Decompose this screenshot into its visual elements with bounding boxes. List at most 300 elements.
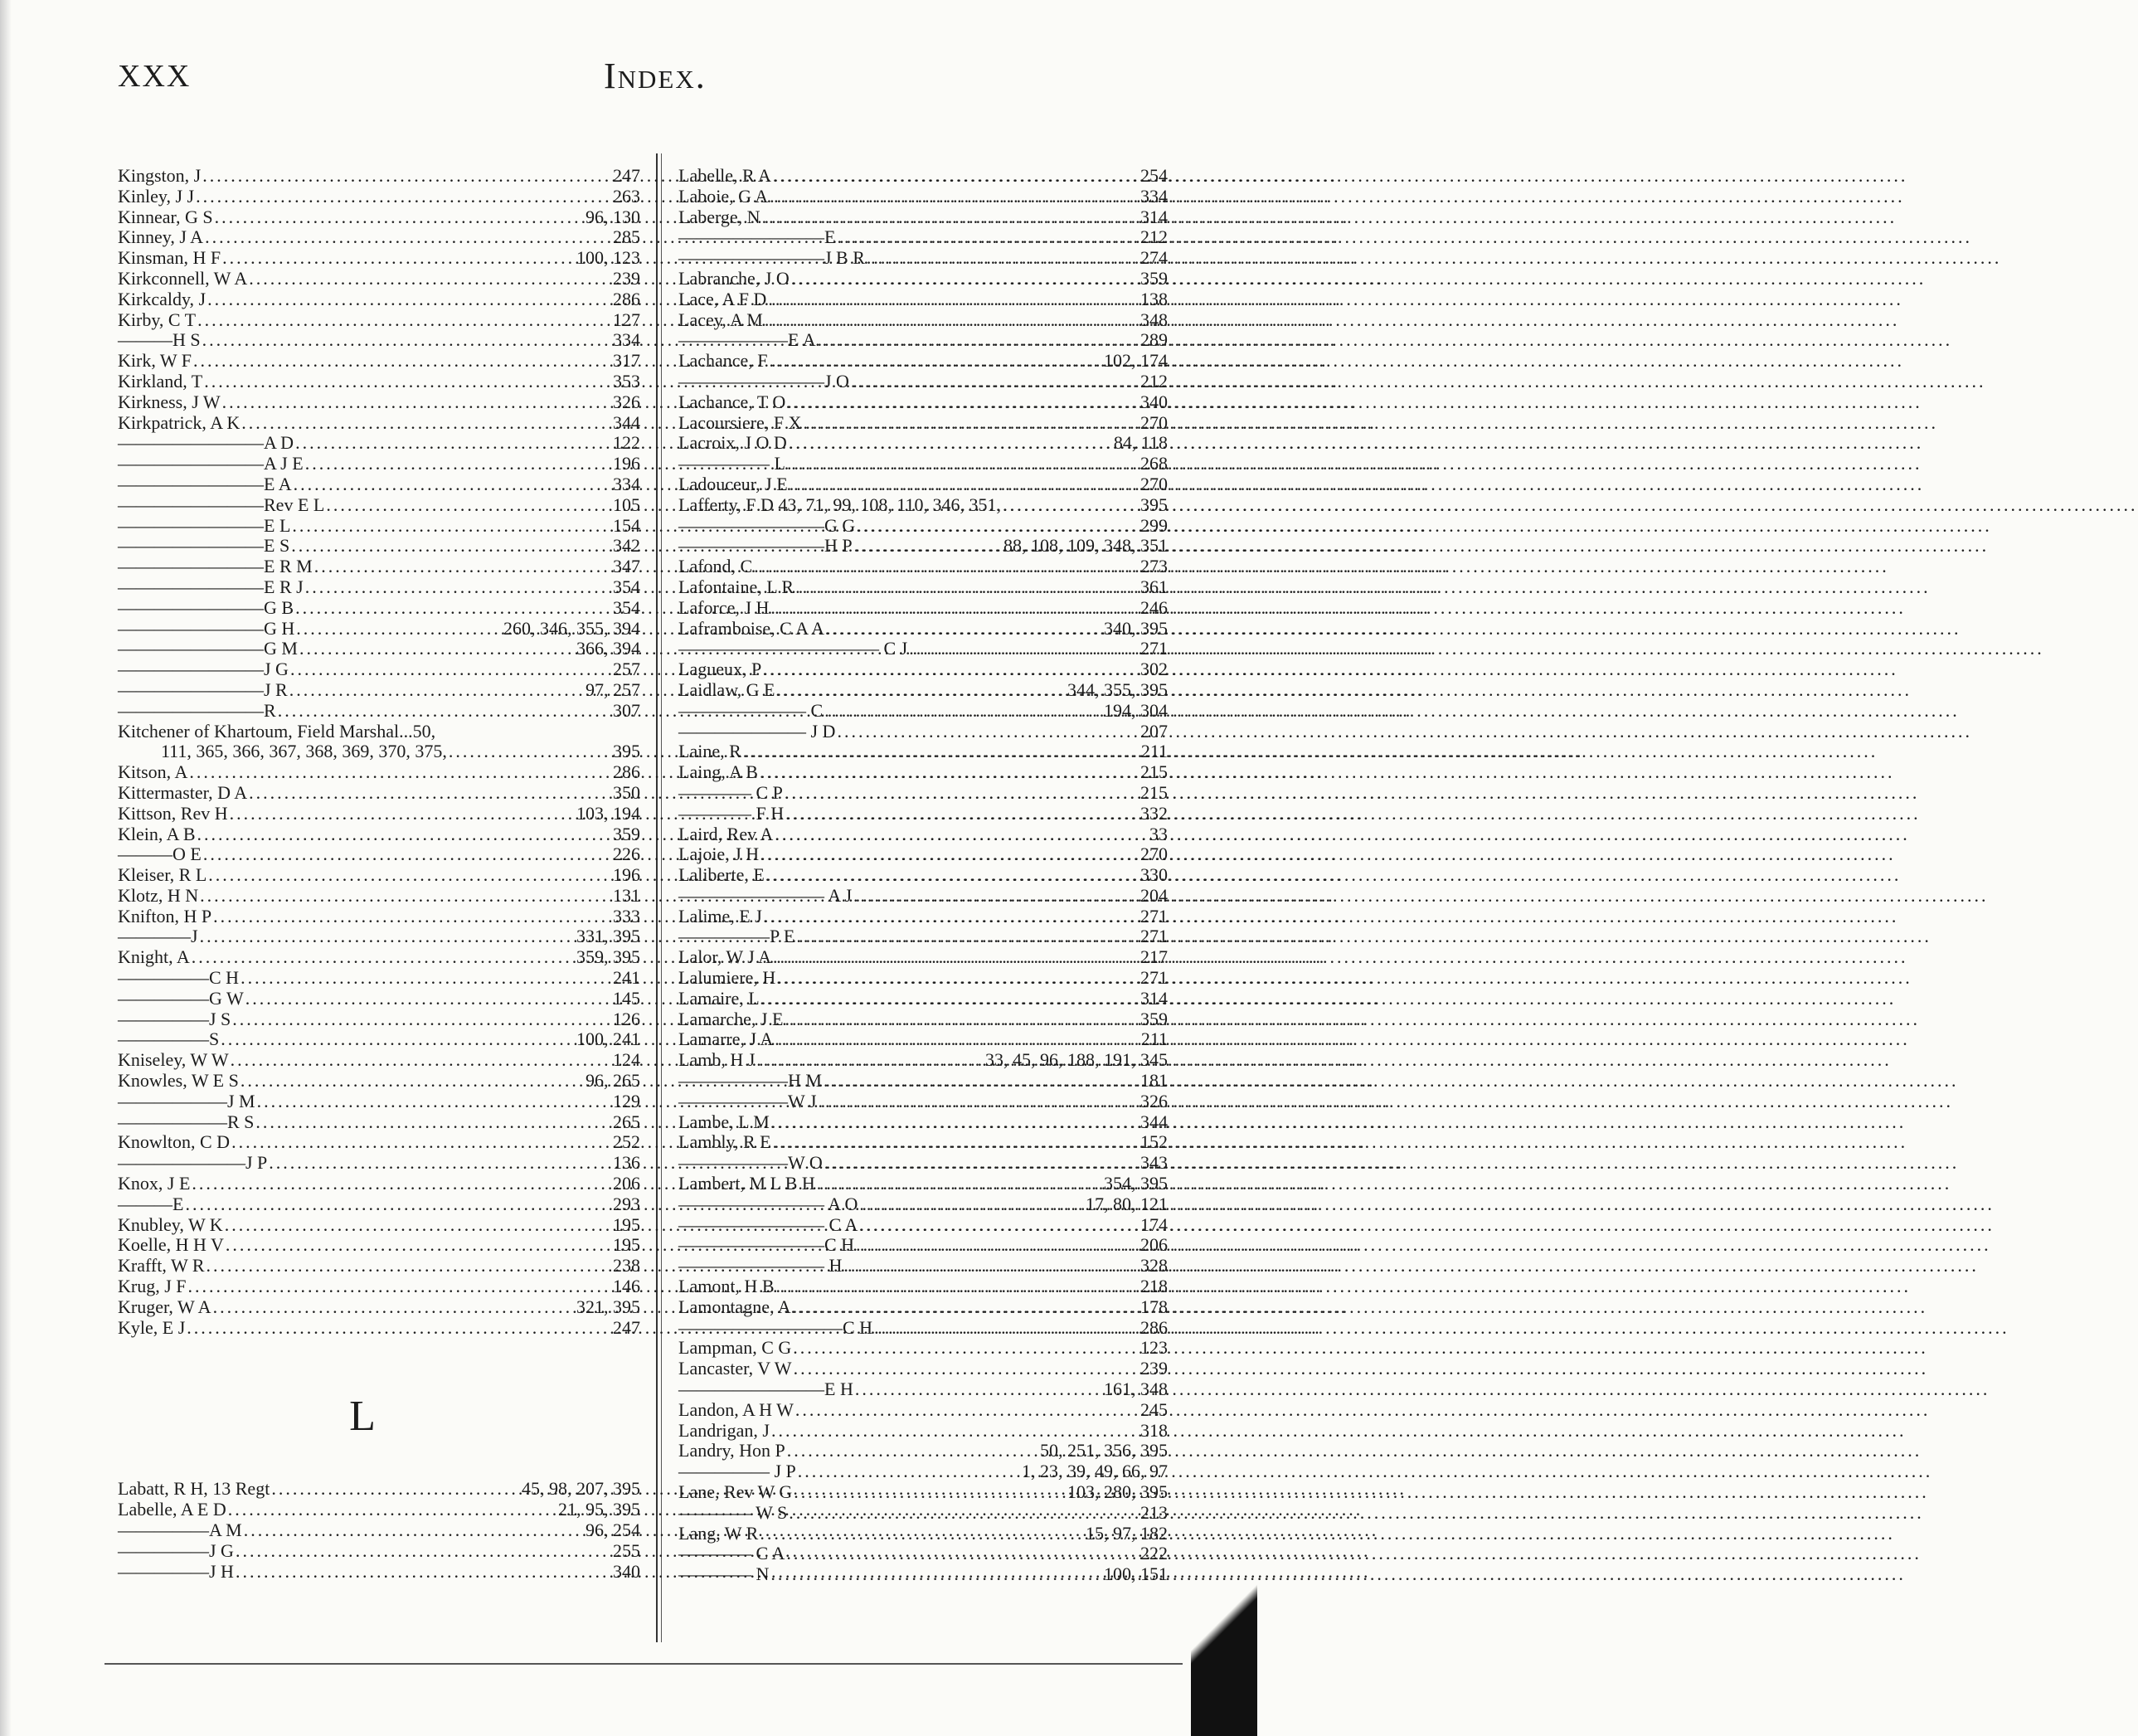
- entry-pages: 344, 355, 395: [1067, 678, 1168, 700]
- index-entry: [118, 1112, 640, 1133]
- index-entry: [678, 1379, 1168, 1400]
- entry-name: Lalumiere, H: [678, 967, 776, 989]
- entry-name: ————————Rev E L: [118, 494, 325, 515]
- dot-leader: [824, 701, 1102, 722]
- entry-pages: 206: [1140, 1234, 1168, 1256]
- index-entry: [118, 454, 640, 474]
- entry-name: ————————J O: [678, 370, 849, 391]
- entry-name: Laine, R: [678, 741, 741, 762]
- entry-pages: 342: [613, 535, 640, 557]
- index-entry: [118, 1153, 640, 1174]
- entry-pages: 222: [1140, 1543, 1168, 1564]
- index-entry: [118, 804, 640, 824]
- entry-pages: 105: [613, 494, 640, 515]
- index-entry: [678, 392, 1168, 413]
- entry-name: ————————E R M: [118, 556, 313, 577]
- entry-name: Kirkpatrick, A K: [118, 411, 241, 433]
- dot-leader: [289, 680, 584, 701]
- entry-pages: 102, 174: [1104, 350, 1168, 372]
- entry-name: Kinley, J J: [118, 185, 195, 207]
- entry-name: Klotz, H N: [118, 884, 199, 906]
- dot-leader: [773, 1132, 1123, 1153]
- entry-name: Lacoursiere, F X: [678, 411, 802, 433]
- entry-name: ————————A D: [118, 432, 294, 454]
- entry-name: Knowlton, C D: [118, 1131, 231, 1153]
- index-entry: [678, 1071, 1168, 1092]
- entry-name: ———E: [118, 1193, 184, 1214]
- entry-pages: 330: [1140, 864, 1168, 886]
- entry-pages: 174: [1140, 1213, 1168, 1235]
- entry-pages: 286: [613, 761, 640, 783]
- index-entry: [678, 1194, 1168, 1215]
- entry-name: ————————G M: [118, 638, 298, 659]
- entry-name: ———————J P: [118, 1152, 268, 1174]
- entry-pages: 96, 130: [586, 206, 640, 227]
- entry-name: Laframboise, C A A: [678, 617, 824, 639]
- dot-leader: [874, 1318, 1123, 1339]
- dot-leader: [851, 372, 1123, 392]
- dot-leader: [826, 619, 1102, 639]
- entry-name: Knox, J E: [118, 1173, 191, 1194]
- dot-leader: [222, 248, 575, 269]
- entry-pages: 340, 395: [1104, 617, 1168, 639]
- entry-name: ————————J G: [118, 659, 289, 680]
- dot-leader: [241, 413, 592, 434]
- dot-leader: [771, 1112, 1123, 1133]
- entry-pages: 270: [1140, 473, 1168, 494]
- dot-leader: [843, 1256, 1123, 1276]
- entry-pages: 285: [613, 226, 640, 248]
- entry-name: ——————W O: [678, 1152, 823, 1174]
- index-entry: [118, 1071, 640, 1092]
- index-entry: [678, 1276, 1168, 1297]
- index-entry: [118, 372, 640, 392]
- entry-pages: 129: [613, 1090, 640, 1111]
- index-entry: [678, 824, 1168, 845]
- entry-pages: 241: [613, 967, 640, 989]
- dot-leader: [854, 536, 1002, 557]
- index-entry: [118, 413, 640, 434]
- entry-name: Labranche, J O: [678, 267, 790, 289]
- entry-pages: 359, 395: [576, 946, 640, 968]
- entry-name: ————————R: [118, 699, 276, 721]
- index-entry: [678, 1359, 1168, 1379]
- entry-name: Lafferty, F D 43, 71, 99, 108, 110, 346, 351,: [678, 494, 1002, 515]
- index-entry: [678, 947, 1168, 968]
- index-entry: [678, 187, 1168, 207]
- dot-leader: [760, 844, 1123, 865]
- dot-leader: [795, 577, 1123, 598]
- index-entry: [678, 1564, 1168, 1585]
- dot-leader: [762, 207, 1123, 228]
- dot-leader: [768, 289, 1123, 310]
- index-entry: [678, 742, 1168, 762]
- entry-pages: 218: [1140, 1276, 1168, 1297]
- index-entry: [118, 351, 640, 372]
- entry-name: —————————C H: [678, 1316, 873, 1338]
- index-entry: [118, 269, 640, 289]
- entry-pages: 226: [613, 844, 640, 865]
- dot-leader: [853, 886, 1123, 907]
- dot-leader: [255, 1112, 592, 1133]
- dot-leader: [326, 495, 592, 516]
- entry-name: Lane, Rev W G: [678, 1481, 793, 1502]
- dot-leader: [756, 1050, 984, 1071]
- entry-pages: 252: [613, 1131, 640, 1153]
- entry-pages: 271: [1140, 967, 1168, 989]
- dot-leader: [770, 598, 1123, 619]
- entry-name: ———— C A: [678, 1543, 785, 1564]
- entry-name: ——————E A: [678, 329, 816, 351]
- dot-leader: [231, 1132, 592, 1153]
- index-entry: [118, 1297, 640, 1318]
- entry-name: ——————— J D: [678, 720, 836, 742]
- index-entry: [678, 474, 1168, 495]
- entry-pages: 195: [613, 1213, 640, 1235]
- index-entry: [118, 598, 640, 619]
- dot-leader: [296, 619, 502, 639]
- section-gap: [118, 1338, 640, 1354]
- entry-pages: 100, 123: [576, 247, 640, 269]
- entry-name: Klein, A B: [118, 823, 196, 844]
- entry-pages: 328: [1140, 1255, 1168, 1276]
- entry-pages: 152: [1140, 1131, 1168, 1153]
- entry-pages: 238: [613, 1255, 640, 1276]
- dot-leader: [205, 227, 592, 248]
- index-entry: [678, 1215, 1168, 1236]
- entry-name: ————J: [118, 926, 198, 947]
- dot-leader: [859, 1215, 1123, 1236]
- dot-leader: [818, 1092, 1123, 1112]
- entry-name: Lamb, H J: [678, 1049, 756, 1071]
- entry-pages: 211: [1140, 1028, 1168, 1050]
- index-entry: [118, 1479, 640, 1500]
- dot-leader: [295, 433, 592, 454]
- index-entry: [118, 947, 640, 968]
- index-entry: [678, 536, 1168, 557]
- entry-name: ————————C H: [678, 1234, 855, 1256]
- entry-pages: 307: [613, 699, 640, 721]
- entry-pages: 212: [1140, 370, 1168, 391]
- entry-pages: 340: [613, 1560, 640, 1582]
- entry-name: —————J G: [118, 1539, 234, 1561]
- dot-leader: [790, 474, 1123, 495]
- entry-pages: 361: [1140, 576, 1168, 597]
- index-entry: [118, 783, 640, 804]
- entry-name: Landrigan, J: [678, 1419, 770, 1441]
- entry-pages: 354, 395: [1104, 1173, 1168, 1194]
- entry-pages: 17, 80, 121: [1086, 1193, 1168, 1214]
- entry-name: Lang, W R: [678, 1522, 759, 1544]
- dot-leader: [796, 926, 1123, 947]
- index-entry: [118, 968, 640, 989]
- entry-name: ————————J B R: [678, 247, 865, 269]
- index-entry: [118, 1318, 640, 1339]
- index-entry: [678, 804, 1168, 824]
- index-entry: [118, 659, 640, 680]
- entry-pages: 359: [1140, 1008, 1168, 1029]
- dot-leader: [228, 1500, 556, 1520]
- dot-leader: [232, 1009, 592, 1030]
- index-entry: [118, 392, 640, 413]
- entry-name: ———————— A J: [678, 884, 853, 906]
- entry-name: Lamont, H B: [678, 1276, 775, 1297]
- entry-name: Ladouceur, J E: [678, 473, 788, 494]
- index-entry: [118, 1050, 640, 1071]
- index-entry: [678, 1400, 1168, 1421]
- dot-leader: [766, 865, 1123, 886]
- entry-pages: 239: [613, 267, 640, 289]
- index-entry: [118, 1174, 640, 1194]
- dot-leader: [773, 947, 1123, 968]
- entry-pages: 33, 45, 96, 188, 191, 345: [985, 1049, 1168, 1071]
- entry-pages: 211: [1140, 741, 1168, 762]
- entry-pages: 257: [613, 659, 640, 680]
- dot-leader: [818, 330, 1123, 351]
- entry-name: Lamarre, J A: [678, 1028, 774, 1050]
- dot-leader: [770, 187, 1123, 207]
- index-entry: [118, 1092, 640, 1112]
- entry-name: ————————E S: [118, 535, 290, 557]
- dot-leader: [305, 577, 592, 598]
- dot-leader: [200, 886, 592, 907]
- dot-leader: [765, 310, 1123, 331]
- index-entry: [678, 227, 1168, 248]
- dot-leader: [207, 289, 592, 310]
- index-entry: [678, 701, 1168, 722]
- index-entry: [118, 289, 640, 310]
- entry-pages: 299: [1140, 514, 1168, 536]
- index-entry: [678, 454, 1168, 474]
- index-entry: [678, 659, 1168, 680]
- entry-name: ————————G B: [118, 596, 294, 618]
- entry-name: Kirkness, J W: [118, 391, 221, 412]
- entry-pages: 247: [613, 1316, 640, 1338]
- index-entry: [118, 557, 640, 577]
- dot-leader: [241, 1071, 584, 1092]
- entry-pages: 343: [1140, 1152, 1168, 1174]
- dot-leader: [278, 701, 592, 722]
- entry-pages: 245: [1140, 1398, 1168, 1420]
- dot-leader: [789, 433, 1112, 454]
- dot-leader: [787, 392, 1123, 413]
- index-entry: [118, 1276, 640, 1297]
- index-entry: [678, 886, 1168, 907]
- dot-leader: [785, 783, 1123, 804]
- index-entry: [678, 516, 1168, 537]
- entry-pages: 271: [1140, 926, 1168, 947]
- entry-pages: 103, 280, 395: [1067, 1481, 1168, 1502]
- index-entry: [118, 433, 640, 454]
- dot-leader: [794, 1482, 1066, 1503]
- entry-pages: 340: [1140, 391, 1168, 412]
- index-entry: [118, 248, 640, 269]
- entry-name: Krafft, W R: [118, 1255, 205, 1276]
- entry-name: Koelle, H H V: [118, 1234, 224, 1256]
- entry-name: ———O E: [118, 844, 202, 865]
- entry-pages: 195: [613, 1234, 640, 1256]
- entry-pages: 136: [613, 1152, 640, 1174]
- entry-name: Kinney, J A: [118, 226, 204, 248]
- entry-pages: 353: [613, 370, 640, 391]
- index-entry: [678, 166, 1168, 187]
- dot-leader: [787, 1441, 1038, 1461]
- entry-name: Lamarche, J E: [678, 1008, 784, 1029]
- index-entry: [118, 495, 640, 516]
- entry-name: Laidlaw, G E: [678, 678, 775, 700]
- entry-name: ———— W S: [678, 1501, 788, 1523]
- entry-pages: 50, 251, 356, 395: [1040, 1440, 1168, 1461]
- index-entry: [678, 248, 1168, 269]
- dot-leader: [785, 804, 1123, 824]
- dot-leader: [187, 1318, 592, 1339]
- entry-name: ——————R S: [118, 1111, 255, 1132]
- entry-name: Lambly, R E: [678, 1131, 771, 1153]
- dot-leader: [225, 1215, 592, 1236]
- entry-pages: 395: [613, 741, 640, 762]
- index-entry: [118, 926, 640, 947]
- index-entry: [118, 701, 640, 722]
- entry-pages: 317: [613, 350, 640, 372]
- entry-name: Kinnear, G S: [118, 206, 213, 227]
- entry-pages: 196: [613, 453, 640, 474]
- dot-leader: [1003, 495, 1123, 516]
- index-entry: [678, 762, 1168, 783]
- entry-pages: 145: [613, 987, 640, 1009]
- entry-name: Lampman, C G: [678, 1337, 792, 1359]
- entry-pages: 146: [613, 1276, 640, 1297]
- entry-pages: 161, 348: [1104, 1379, 1168, 1400]
- dot-leader: [449, 742, 592, 762]
- dot-leader: [294, 474, 592, 495]
- entry-name: —————G W: [118, 987, 244, 1009]
- entry-pages: 286: [613, 288, 640, 309]
- dot-leader: [236, 1562, 592, 1583]
- entry-pages: 122: [613, 432, 640, 454]
- index-entry: [678, 619, 1168, 639]
- dot-leader: [795, 1400, 1123, 1421]
- entry-pages: 207: [1140, 720, 1168, 742]
- dot-leader: [824, 1153, 1123, 1174]
- entry-pages: 194, 304: [1104, 699, 1168, 721]
- entry-name: ——————J M: [118, 1090, 255, 1111]
- entry-pages: 84, 118: [1113, 432, 1168, 454]
- index-entry: [118, 824, 640, 845]
- entry-name: ——————————— C J: [678, 638, 908, 659]
- entry-pages: 138: [1140, 288, 1168, 309]
- dot-leader: [909, 639, 1123, 659]
- entry-pages: 206: [613, 1173, 640, 1194]
- index-entry: [678, 639, 1168, 659]
- page-curl-shadow: [1191, 1526, 1257, 1736]
- entry-pages: 215: [1140, 761, 1168, 783]
- dot-leader: [202, 166, 592, 187]
- dot-leader: [776, 680, 1066, 701]
- index-entry: [678, 557, 1168, 577]
- entry-name: Kyle, E J: [118, 1316, 186, 1338]
- dot-leader: [794, 1359, 1123, 1379]
- index-entry: [118, 989, 640, 1009]
- dot-leader: [793, 1338, 1123, 1359]
- dot-leader: [776, 1276, 1124, 1297]
- dot-leader: [837, 227, 1123, 248]
- dot-leader: [299, 639, 575, 659]
- entry-name: Lafond, C: [678, 556, 753, 577]
- entry-name: Lalime, E J: [678, 905, 762, 926]
- entry-pages: 265: [613, 1111, 640, 1132]
- index-column-right: [678, 166, 1168, 1585]
- index-entry: [118, 1562, 640, 1583]
- entry-name: Kingston, J: [118, 165, 202, 186]
- dot-leader: [241, 968, 592, 989]
- index-entry: [678, 1132, 1168, 1153]
- entry-pages: 126: [613, 1008, 640, 1029]
- entry-pages: 274: [1140, 247, 1168, 269]
- entry-name: —————C H: [118, 967, 240, 989]
- entry-name: Laforce, J H: [678, 596, 770, 618]
- entry-name: ——————W J: [678, 1090, 817, 1111]
- index-entry: [678, 413, 1168, 434]
- dot-leader: [257, 1092, 592, 1112]
- index-column-left: [118, 166, 640, 1582]
- entry-pages: 96, 265: [586, 1070, 640, 1092]
- index-entry: [678, 1009, 1168, 1030]
- entry-pages: 334: [613, 329, 640, 351]
- dot-leader: [236, 1541, 592, 1562]
- entry-name: Labelle, R A: [678, 165, 771, 186]
- entry-pages: 246: [1140, 596, 1168, 618]
- dot-leader: [197, 310, 592, 331]
- entry-pages: 270: [1140, 844, 1168, 865]
- dot-leader: [824, 1071, 1123, 1092]
- index-entry: [118, 1009, 640, 1030]
- dot-leader: [773, 166, 1123, 187]
- index-entry: [118, 886, 640, 907]
- dot-leader: [859, 1194, 1084, 1215]
- entry-pages: 395: [1140, 494, 1168, 515]
- dot-leader: [798, 1461, 1020, 1482]
- entry-pages: 21, 95, 395: [558, 1499, 640, 1520]
- entry-pages: 326: [613, 391, 640, 412]
- entry-name: —————J S: [118, 1008, 231, 1029]
- dot-leader: [761, 989, 1123, 1009]
- entry-pages: 321, 395: [576, 1296, 640, 1317]
- dot-leader: [789, 1503, 1123, 1524]
- entry-name: ———————— A O: [678, 1193, 858, 1214]
- entry-pages: 314: [1140, 987, 1168, 1009]
- entry-name: Lalor, W J A: [678, 946, 771, 968]
- index-entry: [678, 207, 1168, 228]
- index-entry: [118, 1500, 640, 1520]
- entry-pages: 181: [1140, 1070, 1168, 1092]
- entry-name: 111, 365, 366, 367, 368, 369, 370, 375,: [161, 741, 447, 762]
- dot-leader: [203, 844, 592, 865]
- entry-pages: 344: [613, 411, 640, 433]
- entry-pages: 124: [613, 1049, 640, 1071]
- entry-name: Kitchener of Khartoum, Field Marshal...50,: [118, 720, 436, 742]
- entry-name: ——————— C: [678, 699, 824, 721]
- entry-pages: 314: [1140, 206, 1168, 227]
- dot-leader: [763, 659, 1123, 680]
- entry-name: Lamaire, L: [678, 987, 760, 1009]
- entry-name: ———— N: [678, 1563, 770, 1585]
- entry-name: —————J H: [118, 1560, 234, 1582]
- index-entry: [118, 742, 640, 762]
- index-entry: [118, 907, 640, 927]
- entry-pages: 178: [1140, 1296, 1168, 1317]
- dot-leader: [785, 1009, 1123, 1030]
- index-entry: [118, 1520, 640, 1541]
